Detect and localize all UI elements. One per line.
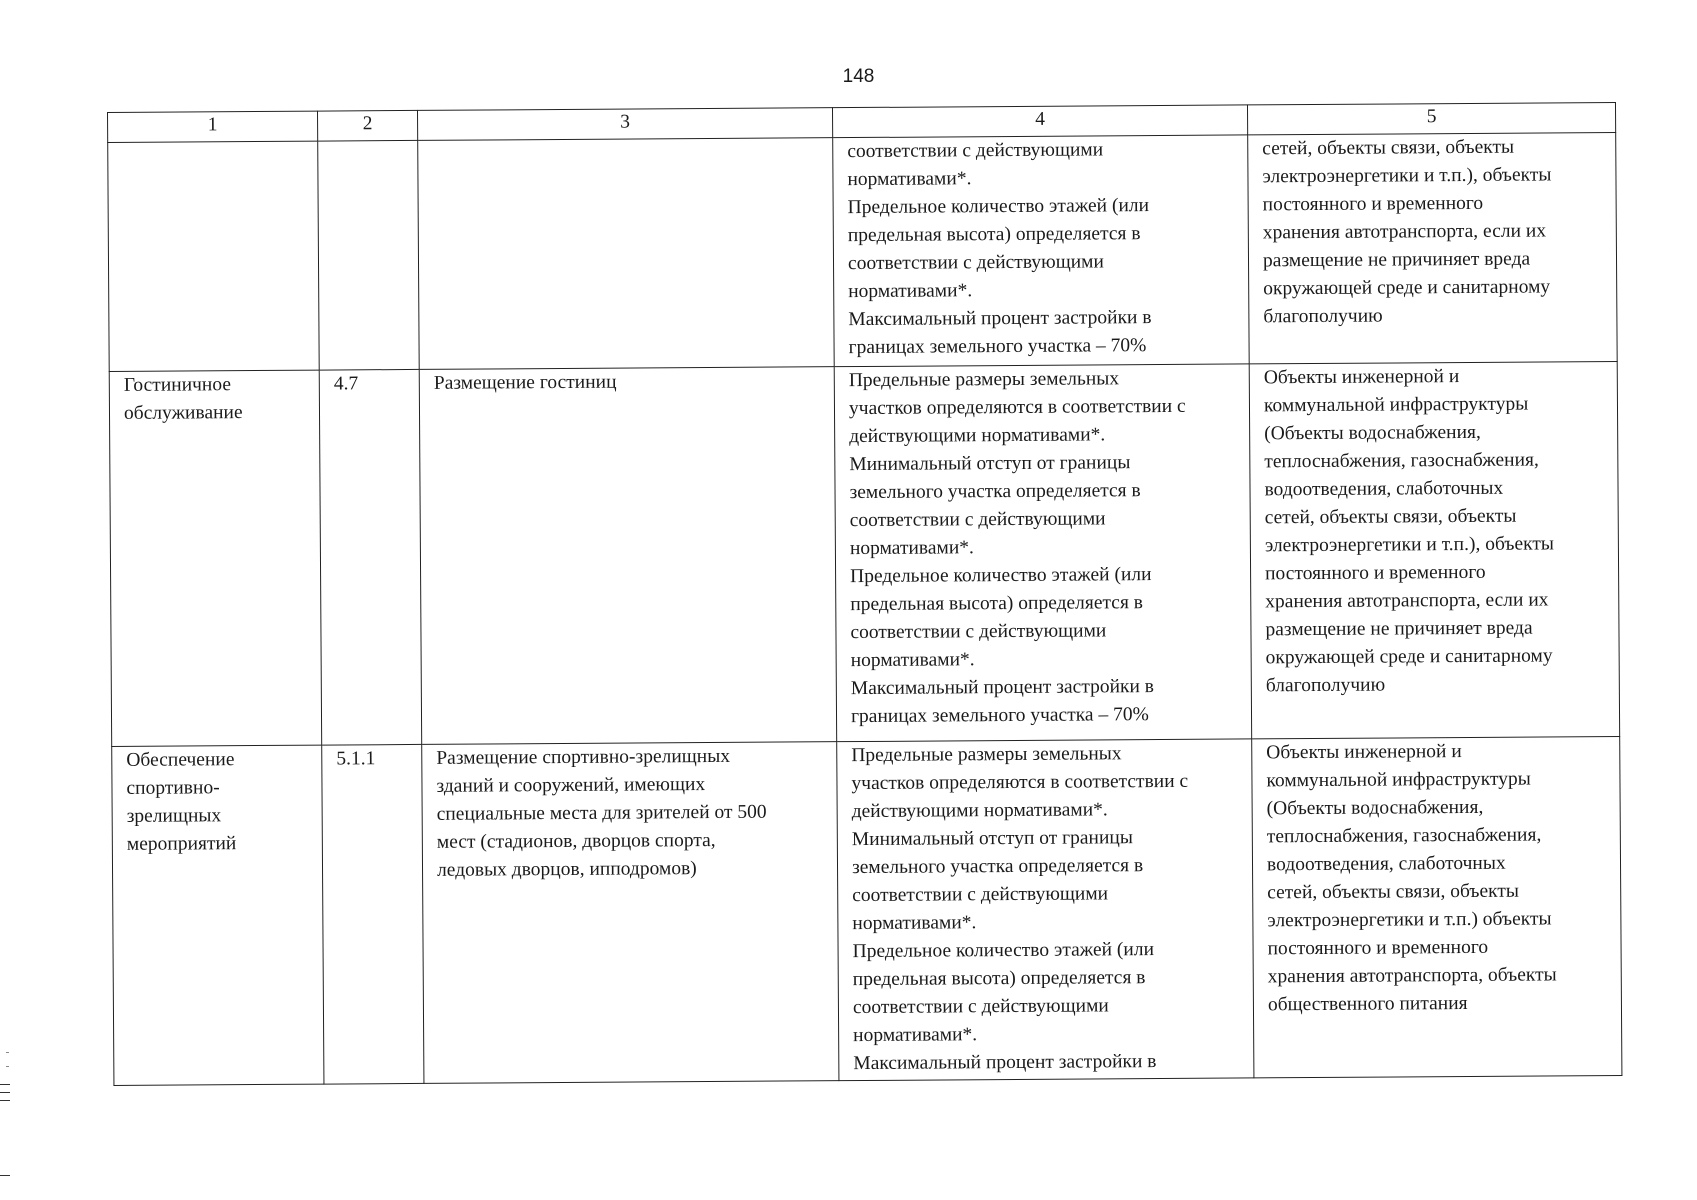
use-name-cell: Гостиничное обслуживание — [109, 370, 321, 746]
scan-margin-tick — [6, 1066, 9, 1067]
use-code-cell: 4.7 — [319, 369, 421, 745]
table-row — [112, 736, 1622, 1085]
parameters-cell: Предельные размеры земельных участков определяются в соответствии с действующими нормативами*. Минимальный отступ от границы земельного участка определяется в соответствии с действующими нормативами*. Предельное количество этажей (или предельная высота) определяется в соответствии с действующими нормативами*. Максимальный процент застройки в — [837, 739, 1254, 1081]
use-code-cell — [318, 140, 420, 370]
scan-margin-mark — [0, 1100, 10, 1101]
table-row — [109, 361, 1619, 746]
scan-margin-mark — [0, 1175, 10, 1176]
use-code-cell: 5.1.1 — [322, 744, 424, 1084]
use-description-cell — [418, 138, 835, 370]
parameters-cell: Предельные размеры земельных участков определяются в соответствии с действующими нормативами*. Минимальный отступ от границы земельного участка определяется в соответствии с действующими нормативами*. Предельное количество этажей (или предельная высота) определяется в соответствии с действующими нормативами*. Максимальный процент застройки в границах земельного участка – 70% — [834, 364, 1251, 742]
auxiliary-uses-cell: сетей, объекты связи, объекты электроэнергетики и т.п.), объекты постоянного и временного хранения автотранспорта, если их размещение не причиняет вреда окружающей среде и санитарному благополучию — [1248, 132, 1618, 363]
auxiliary-uses-cell: Объекты инженерной и коммунальной инфраструктуры (Объекты водоснабжения, теплоснабжения, газоснабжения, водоотведения, слаботочных сетей, объекты связи, объекты электроэнергетики и т.п.), объекты постоянного и временного хранения автотранспорта, если их размещение не причиняет вреда окружающей среде и санитарному благополучию — [1249, 361, 1619, 738]
use-name-cell: Обеспечение спортивно- зрелищных мероприятий — [112, 745, 324, 1085]
page-number: 148 — [842, 66, 875, 87]
table-row — [108, 132, 1617, 371]
scan-margin-tick — [6, 1052, 9, 1053]
auxiliary-uses-cell: Объекты инженерной и коммунальной инфраструктуры (Объекты водоснабжения, теплоснабжения, газоснабжения, водоотведения, слаботочных сетей, объекты связи, объекты электроэнергетики и т.п.) объекты постоянного и временного хранения автотранспорта, объекты общественного питания — [1252, 736, 1622, 1077]
use-name-cell — [108, 141, 320, 371]
column-header-5: 5 — [1247, 102, 1615, 134]
use-description-cell: Размещение гостиниц — [419, 367, 836, 745]
column-header-2: 2 — [317, 110, 417, 141]
column-header-4: 4 — [832, 105, 1247, 138]
land-use-table — [107, 102, 1622, 1086]
use-description-cell: Размещение спортивно-зрелищных зданий и сооружений, имеющих специальные места для зрителей от 500 мест (стадионов, дворцов спорта, ледовых дворцов, ипподромов) — [422, 742, 839, 1084]
scan-margin-mark — [0, 1092, 10, 1093]
column-header-1: 1 — [108, 111, 318, 142]
parameters-cell: соответствии с действующими нормативами*. Предельное количество этажей (или предельная высота) определяется в соответствии с действующими нормативами*. Максимальный процент застройки в границах земельного участка – 70% — [833, 135, 1250, 367]
scan-margin-mark — [0, 1084, 10, 1085]
column-header-3: 3 — [417, 108, 832, 141]
